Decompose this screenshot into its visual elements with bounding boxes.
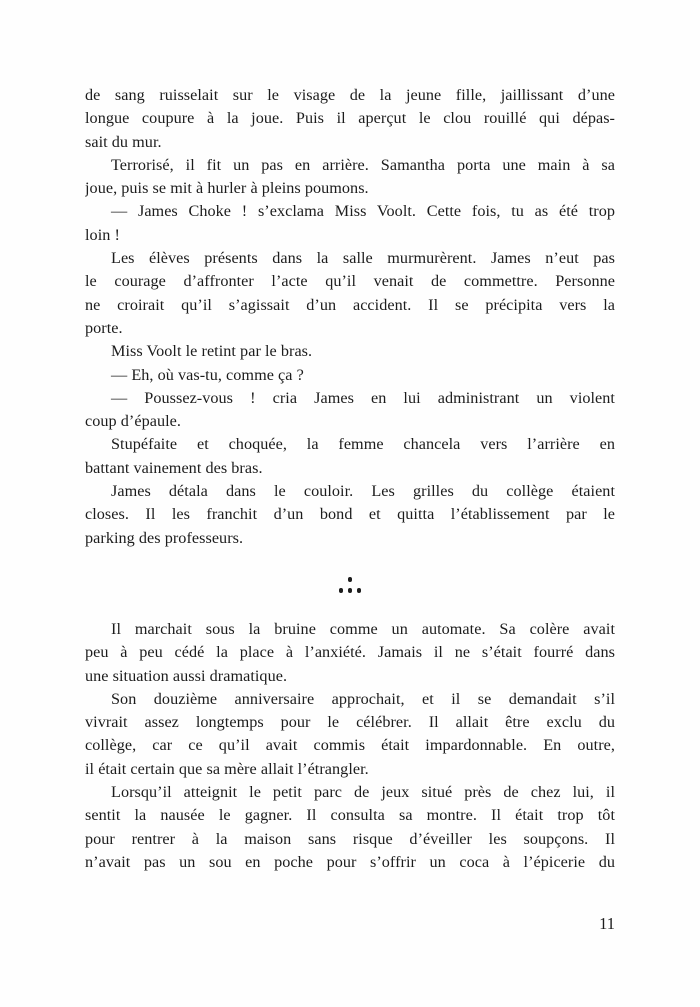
paragraph xyxy=(85,84,615,154)
text-line: sait du mur. xyxy=(85,132,162,151)
paragraph xyxy=(85,781,615,874)
paragraph xyxy=(85,247,615,340)
text-line: porte. xyxy=(85,318,123,337)
text-line: Stupéfaite et choquée, la femme chancela vers l’arrière en xyxy=(111,435,615,454)
ornament-dot xyxy=(348,577,353,582)
text-line: Lorsqu’il atteignit le petit parc de jeux situé près de chez lui, il xyxy=(111,783,615,802)
text-line: il était certain que sa mère allait l’étrangler. xyxy=(85,759,369,778)
ornament-dot xyxy=(357,588,362,593)
text-line: longue coupure à la joue. Puis il aperçut le clou rouillé qui dépas- xyxy=(85,109,615,128)
text-line: Son douzième anniversaire approchait, et il se demandait s’il xyxy=(111,689,615,708)
text-line: le courage d’affronter l’acte qu’il venait de commettre. Personne xyxy=(85,272,615,291)
section-separator-ornament xyxy=(336,577,364,593)
text-line: loin ! xyxy=(85,225,120,244)
ornament-dot xyxy=(348,588,353,593)
paragraph xyxy=(85,340,615,363)
text-section-1 xyxy=(85,84,615,550)
text-line: vivrait assez longtemps pour le célébrer. Il allait être exclu du xyxy=(85,713,615,732)
text-line: Il marchait sous la bruine comme un automate. Sa colère avait xyxy=(111,620,615,638)
text-line: — James Choke ! s’exclama Miss Voolt. Cette fois, tu as été trop xyxy=(111,202,615,221)
paragraph xyxy=(85,433,615,480)
text-line: coup d’épaule. xyxy=(85,412,181,431)
text-line: Terrorisé, il fit un pas en arrière. Samantha porta une main à sa xyxy=(111,155,615,174)
text-line: joue, puis se mit à hurler à pleins poumons. xyxy=(85,179,369,198)
paragraph xyxy=(85,154,615,201)
ornament-dot xyxy=(339,588,344,593)
paragraph xyxy=(85,387,615,434)
text-line: Les élèves présents dans la salle murmurèrent. James n’eut pas xyxy=(111,249,615,268)
text-line: battant vainement des bras. xyxy=(85,458,263,477)
text-line: une situation aussi dramatique. xyxy=(85,666,288,685)
text-line: sentit la nausée le gagner. Il consulta sa montre. Il était trop tôt xyxy=(85,806,615,825)
page-number: 11 xyxy=(599,914,615,933)
text-line: de sang ruisselait sur le visage de la jeune fille, jaillissant d’une xyxy=(85,86,615,104)
paragraph xyxy=(85,688,615,781)
text-section-2 xyxy=(85,618,615,874)
text-line: Miss Voolt le retint par le bras. xyxy=(111,342,313,361)
text-line: James détala dans le couloir. Les grilles du collège étaient xyxy=(111,482,615,501)
text-line: — Poussez-vous ! cria James en lui administrant un violent xyxy=(111,388,615,407)
paragraph xyxy=(85,200,615,247)
text-line: closes. Il les franchit d’un bond et quitta l’établissement par le xyxy=(85,505,615,524)
text-line: ne croirait qu’il s’agissait d’un accident. Il se précipita vers la xyxy=(85,295,615,314)
paragraph xyxy=(85,364,615,387)
text-line: collège, car ce qu’il avait commis était impardonnable. En outre, xyxy=(85,736,615,755)
paragraph xyxy=(85,618,615,688)
text-line: n’avait pas un sou en poche pour s’offrir un coca à l’épicerie du xyxy=(85,852,615,871)
text-line: peu à peu cédé la place à l’anxiété. Jamais il ne s’était fourré dans xyxy=(85,643,615,662)
text-line: parking des professeurs. xyxy=(85,528,244,547)
text-line: pour rentrer à la maison sans risque d’éveiller les soupçons. Il xyxy=(85,829,615,848)
text-line: — Eh, où vas-tu, comme ça ? xyxy=(111,365,304,384)
paragraph xyxy=(85,480,615,550)
